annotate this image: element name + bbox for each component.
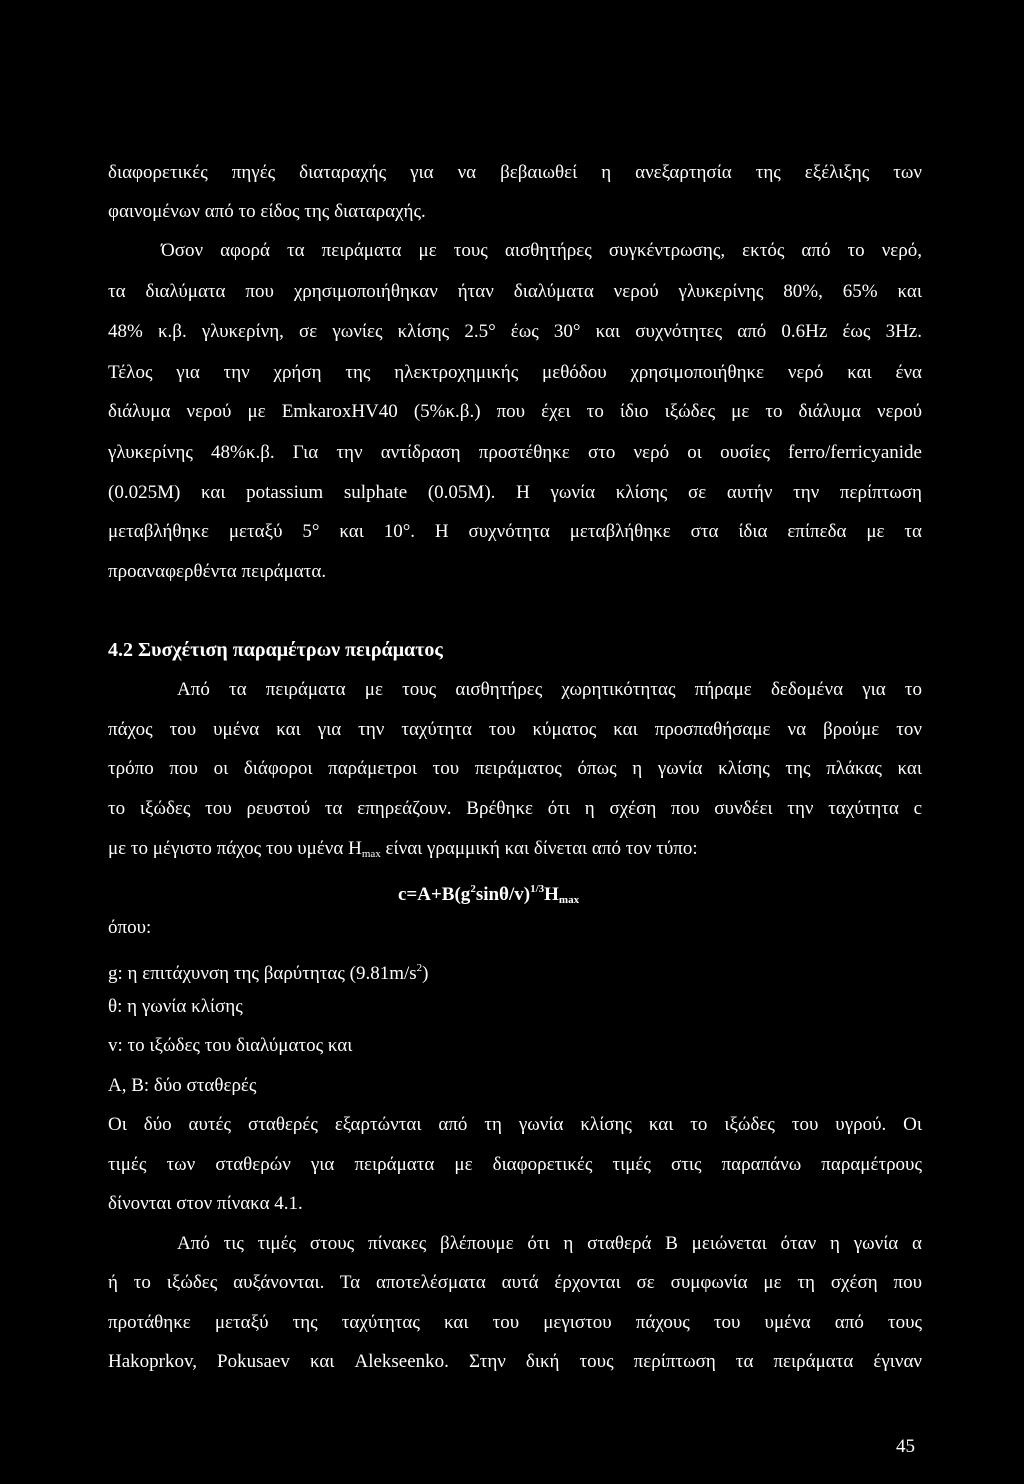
paragraph-1-line: φαινομένων από το είδος της διαταραχής. (108, 201, 426, 222)
definition-v: v: το ιξώδες του διαλύματος και (108, 1035, 353, 1056)
page-number: 45 (896, 1436, 915, 1457)
formula-superscript: 2 (470, 883, 476, 895)
definition-theta: θ: η γωνία κλίσης (108, 996, 243, 1017)
paragraph-3-last-line (108, 837, 922, 866)
paragraph-2-line: τα διαλύματα που χρησιμοποιήθηκαν ήταν διαλύματα νερού γλυκερίνης 80%, 65% και (108, 281, 922, 302)
text-segment: είναι γραμμική και δίνεται από τον τύπο: (380, 838, 698, 859)
paragraph-2-line: μεταβλήθηκε μεταξύ 5° και 10°. Η συχνότητα μεταβλήθηκε στα ίδια επίπεδα με τα (108, 521, 922, 542)
paragraph-2-line: διάλυμα νερού με EmkaroxHV40 (5%κ.β.) που έχει το ίδιο ιξώδες με το διάλυμα νερού (108, 401, 922, 422)
paragraph-4-line: δίνονται στον πίνακα 4.1. (108, 1193, 303, 1214)
formula-subscript: max (558, 894, 580, 906)
paragraph-3-line: το ιξώδες του ρευστού τα επηρεάζουν. Βρέθηκε ότι η σχέση που συνδέει την ταχύτητα c (108, 798, 922, 819)
paragraph-3-line: πάχος του υμένα και για την ταχύτητα του κύματος και προσπαθήσαμε να βρούμε τον (108, 719, 922, 740)
definition-ab: A, B: δύο σταθερές (108, 1075, 257, 1096)
paragraph-2-line: 48% κ.β. γλυκερίνη, σε γωνίες κλίσης 2.5° έως 30° και συχνότητες από 0.6Hz έως 3Hz. (108, 321, 922, 342)
text-segment: με το μέγιστο πάχος του υμένα H (108, 838, 362, 859)
subscript: max (361, 848, 381, 860)
definition-g (108, 956, 922, 986)
formula-part: H (544, 884, 559, 905)
paragraph-4-line: τιμές των σταθερών για πειράματα με διαφορετικές τιμές στις παραπάνω παραμέτρους (108, 1154, 922, 1175)
paragraph-2-line: (0.025M) και potassium sulphate (0.05M). Η γωνία κλίσης σε αυτήν την περίπτωση (108, 482, 922, 503)
paragraph-1-line: διαφορετικές πηγές διαταραχής για να βεβαιωθεί η ανεξαρτησία της εξέλιξης των (108, 162, 922, 183)
paragraph-2-line: προαναφερθέντα πειράματα. (108, 561, 327, 582)
paragraph-3-line: Από τα πειράματα με τους αισθητήρες χωρητικότητας πήραμε δεδομένα για το (177, 679, 922, 700)
paragraph-5-line: Hakoprkov, Pokusaev και Alekseenko. Στην δική τους περίπτωση τα πειράματα έγιναν (108, 1351, 922, 1372)
formula-part: sinθ/v) (475, 884, 531, 905)
section-heading: 4.2 Συσχέτιση παραμέτρων πειράματος (108, 639, 443, 661)
paragraph-5-line: προτάθηκε μεταξύ της ταχύτητας και του μεγιστου πάχους του υμένα από τους (108, 1312, 922, 1333)
where-label: όπου: (108, 917, 152, 938)
paragraph-3-line: τρόπο που οι διάφοροι παράμετροι του πειράματος όπως η γωνία κλίσης της πλάκας και (108, 758, 922, 779)
paragraph-2-line: Τέλος για την χρήση της ηλεκτροχημικής μεθόδου χρησιμοποιήθηκε νερό και ένα (108, 362, 922, 383)
text-segment: ) (422, 963, 429, 984)
paragraph-5-line: Από τις τιμές στους πίνακες βλέπουμε ότι η σταθερά B μειώνεται όταν η γωνία α (177, 1233, 922, 1254)
paragraph-5-line: ή το ιξώδες αυξάνονται. Τα αποτελέσματα αυτά έρχονται σε συμφωνία με τη σχέση που (108, 1272, 922, 1293)
formula-superscript: 1/3 (530, 883, 545, 895)
formula (398, 877, 698, 912)
paragraph-4-line: Οι δύο αυτές σταθερές εξαρτώνται από τη γωνία κλίσης και το ιξώδες του υγρού. Οι (108, 1114, 922, 1135)
paragraph-2-line: Όσον αφορά τα πειράματα με τους αισθητήρες συγκέντρωσης, εκτός από το νερό, (161, 240, 922, 261)
text-segment: g: η επιτάχυνση της βαρύτητας (9.81m/s (108, 963, 417, 984)
paragraph-2-line: γλυκερίνης 48%κ.β. Για την αντίδραση προστέθηκε στο νερό οι ουσίες ferro/ferricyanide (108, 442, 922, 463)
superscript: 2 (416, 962, 423, 974)
formula-part: c=A+B(g (398, 884, 471, 905)
